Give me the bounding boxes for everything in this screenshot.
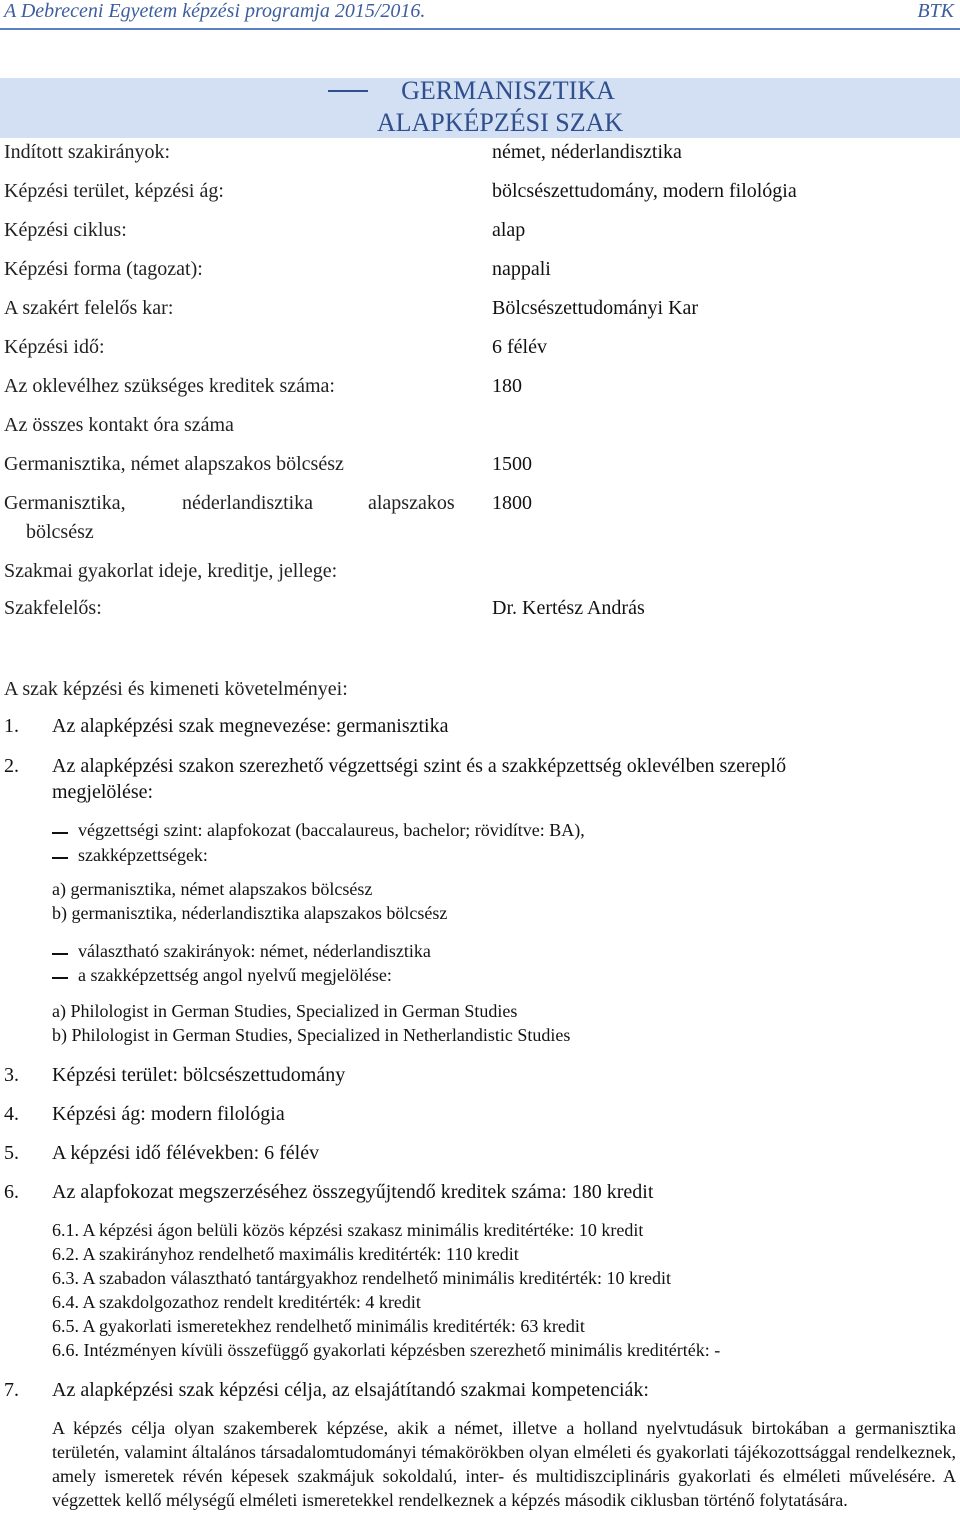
item6-number: 6. bbox=[4, 1181, 19, 1203]
item1-number: 1. bbox=[4, 715, 19, 737]
subitem-6-2: 6.2. A szakirányhoz rendelhető maximális kreditérték: 110 kredit bbox=[52, 1244, 519, 1264]
item2-text-line1: Az alapképzési szakon szerezhető végzettségi szint és a szakképzettség oklevélben szereplő bbox=[52, 755, 787, 777]
item6-text: Az alapfokozat megszerzéséhez összegyűjtendő kreditek száma: 180 kredit bbox=[52, 1181, 654, 1203]
item1-text: Az alapképzési szak megnevezése: germanisztika bbox=[52, 715, 449, 737]
szakiranyok-value: német, néderlandisztika bbox=[492, 141, 682, 163]
item3-text: Képzési terület: bölcsészettudomány bbox=[52, 1064, 346, 1086]
felelos-value: Dr. Kertész András bbox=[492, 597, 645, 619]
bullet-dash bbox=[52, 977, 68, 979]
kar-value: Bölcsészettudományi Kar bbox=[492, 297, 699, 319]
qualification-b: b) germanisztika, néderlandisztika alapszakos bölcsész bbox=[52, 903, 448, 923]
item2-number: 2. bbox=[4, 755, 19, 777]
bullet-szakiranyok: választható szakirányok: német, néderlandisztika bbox=[78, 941, 431, 961]
item2-text-line2: megjelölése: bbox=[52, 781, 154, 803]
nemet-value: 1500 bbox=[492, 453, 532, 475]
terulet-label: Képzési terület, képzési ág: bbox=[4, 180, 224, 202]
page-title: GERMANISZTIKA bbox=[401, 76, 615, 105]
ido-label: Képzési idő: bbox=[4, 336, 105, 358]
bullet-szakkepzettsegek: szakképzettségek: bbox=[78, 845, 208, 865]
gyakorlat-label: Szakmai gyakorlat ideje, kreditje, jellege: bbox=[4, 560, 338, 582]
item5-number: 5. bbox=[4, 1142, 19, 1164]
subitem-6-5: 6.5. A gyakorlati ismeretekhez rendelhető minimális kreditérték: 63 kredit bbox=[52, 1316, 585, 1336]
kredit-value: 180 bbox=[492, 375, 522, 397]
szakiranyok-label: Indított szakirányok: bbox=[4, 141, 171, 163]
subitem-6-4: 6.4. A szakdolgozathoz rendelt kreditérték: 4 kredit bbox=[52, 1292, 421, 1312]
header-divider bbox=[0, 28, 960, 30]
neder-label-part2: néderlandisztika bbox=[182, 492, 314, 514]
english-name-b: b) Philologist in German Studies, Specialized in Netherlandistic Studies bbox=[52, 1025, 571, 1045]
bullet-dash bbox=[52, 832, 68, 834]
kredit-label: Az oklevélhez szükséges kreditek száma: bbox=[4, 375, 335, 397]
english-name-a: a) Philologist in German Studies, Specialized in German Studies bbox=[52, 1001, 518, 1021]
forma-label: Képzési forma (tagozat): bbox=[4, 258, 203, 280]
neder-label-part3: alapszakos bbox=[368, 492, 455, 514]
ido-value: 6 félév bbox=[492, 336, 547, 358]
page-subtitle: ALAPKÉPZÉSI SZAK bbox=[376, 108, 624, 137]
terulet-value: bölcsészettudomány, modern filológia bbox=[492, 180, 797, 202]
header-faculty: BTK bbox=[917, 0, 954, 22]
header-program-title: A Debreceni Egyetem képzési programja 2015/2016. bbox=[4, 0, 426, 22]
ciklus-value: alap bbox=[492, 219, 526, 241]
ciklus-label: Képzési ciklus: bbox=[4, 219, 127, 241]
subitem-6-6: 6.6. Intézményen kívüli összefüggő gyakorlati képzésben szerezhető minimális kreditérték: - bbox=[52, 1340, 721, 1360]
bullet-angol-megjeloles: a szakképzettség angol nyelvű megjelölése: bbox=[78, 965, 392, 985]
item7-body-paragraph: A képzés célja olyan szakemberek képzése, akik a német, illetve a holland nyelvtudásuk birtokában a germanisztika területén, valamint általános társadalomtudományi témakörökben olyan elméleti és gyakorlati tájékozottsággal rendelkeznek, amely ismeretek révén képesek szakmájuk sokoldalú, inter- és multidiszciplináris gyakorlati és elméleti művelésére. A végzettek kellő mélységű elméleti ismeretekkel rendelkeznek a képzés második ciklusban történő folytatására. bbox=[52, 1418, 956, 1510]
item4-number: 4. bbox=[4, 1103, 19, 1125]
bullet-dash bbox=[52, 953, 68, 955]
forma-value: nappali bbox=[492, 258, 551, 280]
subitem-6-1: 6.1. A képzési ágon belüli közös képzési szakasz minimális kreditértéke: 10 kredit bbox=[52, 1220, 644, 1240]
kar-label: A szakért felelős kar: bbox=[4, 297, 174, 319]
neder-label-part4: bölcsész bbox=[26, 521, 94, 543]
neder-label-part1: Germanisztika, bbox=[4, 492, 126, 514]
neder-value: 1800 bbox=[492, 492, 532, 514]
item7-number: 7. bbox=[4, 1379, 19, 1401]
item3-number: 3. bbox=[4, 1064, 19, 1086]
item7-text: Az alapképzési szak képzési célja, az elsajátítandó szakmai kompetenciák: bbox=[52, 1379, 649, 1401]
item5-text: A képzési idő félévekben: 6 félév bbox=[52, 1142, 320, 1164]
requirements-heading: A szak képzési és kimeneti követelményei: bbox=[4, 678, 348, 700]
qualification-a: a) germanisztika, német alapszakos bölcsész bbox=[52, 879, 373, 899]
nemet-label: Germanisztika, német alapszakos bölcsész bbox=[4, 453, 344, 475]
kontakt-label: Az összes kontakt óra száma bbox=[4, 414, 234, 436]
subitem-6-3: 6.3. A szabadon választható tantárgyakhoz rendelhető minimális kreditérték: 10 kredit bbox=[52, 1268, 671, 1288]
felelos-label: Szakfelelős: bbox=[4, 597, 102, 619]
bullet-dash bbox=[52, 857, 68, 859]
bullet-vegzettsegi-szint: végzettségi szint: alapfokozat (baccalaureus, bachelor; rövidítve: BA), bbox=[78, 820, 585, 840]
item4-text: Képzési ág: modern filológia bbox=[52, 1103, 285, 1125]
